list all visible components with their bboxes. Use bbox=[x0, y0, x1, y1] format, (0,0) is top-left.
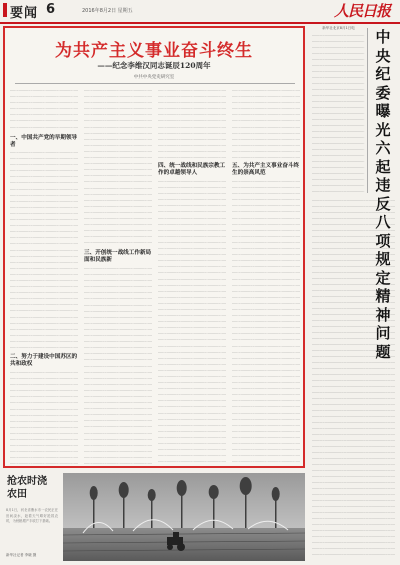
body-text-block: ······································································································································································································································································································································································································································································································································································································································································································································································································································································································································································································································································································································································································································································································································································································································································································································································································································································································ bbox=[84, 89, 152, 246]
section-heading: 二、努力于建设中国苏区的共和政权 bbox=[10, 354, 78, 367]
issue-date: 2016年8月2日 星期五 bbox=[82, 8, 133, 14]
body-text-block: ················································································································································································································································································································································································································································································································································································································································································································································································································································································································································································································································································································································································································································································································································································································································································································································································································································································································································································································································································································································································································································································································································································································································································································································································································································································································································································································································································································································································································································································································································································································································································· bbox=[232, 180, 300, 465]
body-text-block: ···················································································································································································································································································································································································································································································································································································································································································································································································· bbox=[158, 89, 226, 160]
body-text-block: ························································································································································································································································································································································································································································· bbox=[10, 89, 78, 130]
article-byline: 中共中央党史研究室 bbox=[133, 75, 175, 80]
body-text-block: ······························································································································································································································································································································································································································································································································································································································································································································································································································································································································································································································································································································································································································································································································································································································································································································································································································································································································································································································································································································································································································································································································································· bbox=[84, 267, 152, 465]
section-heading: 五、为共产主义事业奋斗终生的崇高风范 bbox=[232, 163, 300, 176]
section-marker bbox=[3, 3, 7, 17]
section-heading: 四、统一战线和民族宗教工作的卓越领导人 bbox=[158, 163, 226, 176]
side-headline: 中央纪委曝光六起违反八项规定精神问题 bbox=[375, 28, 391, 361]
body-text-block: ······························································································································································································································································································································································································································································································································································································································································································································································································································································································································································································································································································································································································································································································································································································································································································································································································································································································································································································································································································································································································································································································································································· bbox=[10, 151, 78, 350]
body-text-block: ···················································································································································································································································································································································································································································································································································································································································································································································································· bbox=[232, 89, 300, 160]
title-divider bbox=[15, 83, 295, 84]
page-number: 6 bbox=[46, 2, 56, 17]
body-text-block: ················································································································································································································································································································································································································································································································································································································································································································································································································································································································································································································································ bbox=[10, 371, 78, 465]
section-heading: 三、开创统一战线工作新局面和民族新 bbox=[84, 250, 152, 263]
photo-title: 抢农时浇农田 bbox=[7, 476, 47, 500]
side-divider bbox=[367, 28, 368, 193]
masthead bbox=[0, 0, 400, 24]
newspaper-logo: 人民日报 bbox=[333, 2, 390, 20]
article-headline: 为共产主义事业奋斗终生 bbox=[55, 41, 253, 61]
photo-credit: 新华社记者 李晓 摄 bbox=[6, 553, 37, 557]
feature-article bbox=[3, 26, 305, 468]
dateline: 新华社北京8月1日电 bbox=[322, 26, 355, 30]
side-article-text: ···································································································································································································································································································································································································································································································································································································································································································································································································································································································································································································································································································································································································································································································································································································································································································································································································································································································································································································································································································································································································································································································································································································································································································································································································································································································································································································································································································································································································································································································································································································································································································································································································································································································································································································································································································································································································································································································································································································································································································································································································································································································································································································································································································································································································································································································································································································································································································································································································································································································································· bbox=[312, 199, 395, 557]
section-heading: 一、中国共产党的早期领导者 bbox=[10, 135, 78, 148]
body-text-block: ················································································································································································································································································································································································································································································································································································································································································································································································································································································································································································································································································································································································································································································································································································································································································································································································································································································································································································································································································································································································································································································································································································································································································································································································································································································································································································································································································································································································································································································································································································································································································· bbox=[158, 180, 226, 465]
article-subhead: ——纪念李维汉同志诞辰120周年 bbox=[97, 61, 211, 70]
section-name: 要闻 bbox=[10, 6, 39, 21]
side-article-text: ······································································································································································································································································································································································································································································································································································································································································································································································································································································································································································································································································································································································································································································································································································································ bbox=[312, 34, 365, 193]
farm-photo bbox=[63, 473, 305, 561]
photo-caption: 8月1日，河北省衡水市一农民正在田间浇水，趁着天气晴好抢抓农时，为秋粮增产丰收打下基础。 bbox=[6, 508, 58, 523]
farm-scene-image bbox=[63, 473, 305, 561]
